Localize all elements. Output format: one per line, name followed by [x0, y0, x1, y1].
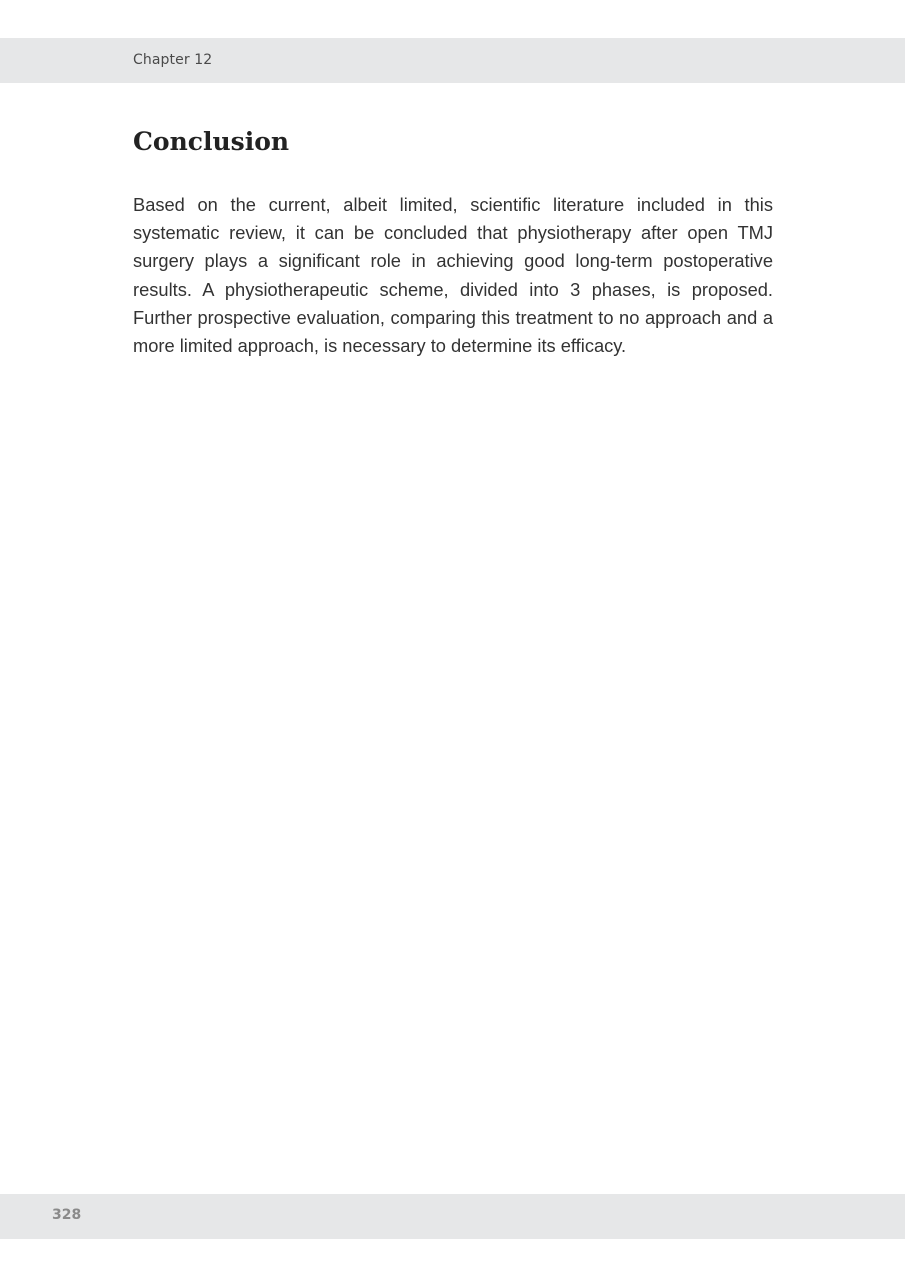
running-footer [0, 1194, 905, 1239]
running-header [0, 38, 905, 83]
section-heading: Conclusion [133, 127, 290, 156]
chapter-label: Chapter 12 [133, 52, 213, 68]
conclusion-paragraph: Based on the current, albeit limited, scientific literature included in this systematic review, it can be concluded that physiotherapy after open TMJ surgery plays a significant role in achieving good long-term postoperative results. A physiotherapeutic scheme, divided into 3 phases, is proposed. Further prospective evaluation, comparing this treatment to no approach and a more limited approach, is necessary to determine its efficacy. [133, 194, 773, 357]
page-content [133, 120, 773, 360]
page-number: 328 [52, 1207, 82, 1223]
